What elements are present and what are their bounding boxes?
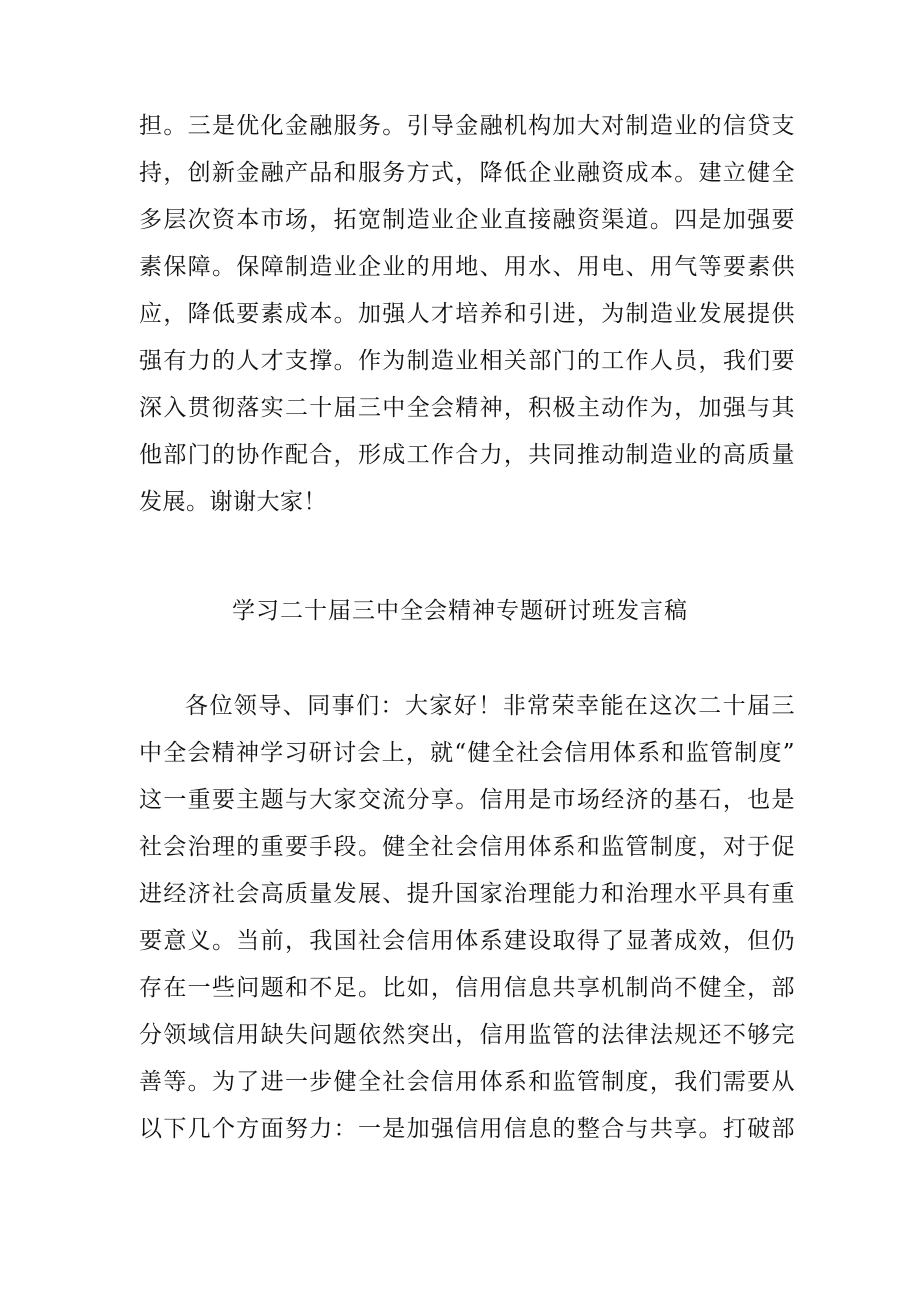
text-line: 应，降低要素成本。加强人才培养和引进，为制造业发展提供 (139, 301, 795, 327)
text-line: 以下几个方面努力：一是加强信用信息的整合与共享。打破部 (139, 1116, 795, 1142)
text-line: 多层次资本市场，拓宽制造业企业直接融资渠道。四是加强要 (139, 207, 795, 233)
text-line: 持，创新金融产品和服务方式，降低企业融资成本。建立健全 (139, 160, 795, 186)
paragraph-speech (139, 683, 795, 1153)
text-line: 社会治理的重要手段。健全社会信用体系和监管制度，对于促 (139, 834, 795, 860)
text-line: 善等。为了进一步健全社会信用体系和监管制度，我们需要从 (139, 1069, 795, 1095)
text-line: 这一重要主题与大家交流分享。信用是市场经济的基石，也是 (139, 787, 795, 813)
document-title: 学习二十届三中全会精神专题研讨班发言稿 (232, 598, 688, 624)
text-line: 深入贯彻落实二十届三中全会精神，积极主动作为，加强与其 (139, 395, 795, 421)
text-line: 存在一些问题和不足。比如，信用信息共享机制尚不健全，部 (139, 975, 795, 1001)
paragraph-continued (139, 103, 795, 526)
text-line: 要意义。当前，我国社会信用体系建设取得了显著成效，但仍 (139, 928, 795, 954)
text-line: 发展。谢谢大家！ (139, 489, 327, 515)
text-line: 他部门的协作配合，形成工作合力，共同推动制造业的高质量 (139, 442, 795, 468)
text-line: 进经济社会高质量发展、提升国家治理能力和治理水平具有重 (139, 881, 795, 907)
text-line: 分领域信用缺失问题依然突出，信用监管的法律法规还不够完 (139, 1022, 795, 1048)
text-line: 担。三是优化金融服务。引导金融机构加大对制造业的信贷支 (139, 113, 795, 139)
text-line: 强有力的人才支撑。作为制造业相关部门的工作人员，我们要 (139, 348, 795, 374)
text-line: 各位领导、同事们：大家好！非常荣幸能在这次二十届三 (185, 693, 795, 719)
text-line: 素保障。保障制造业企业的用地、用水、用电、用气等要素供 (139, 254, 795, 280)
text-line: 中全会精神学习研讨会上，就“健全社会信用体系和监管制度” (139, 740, 795, 766)
